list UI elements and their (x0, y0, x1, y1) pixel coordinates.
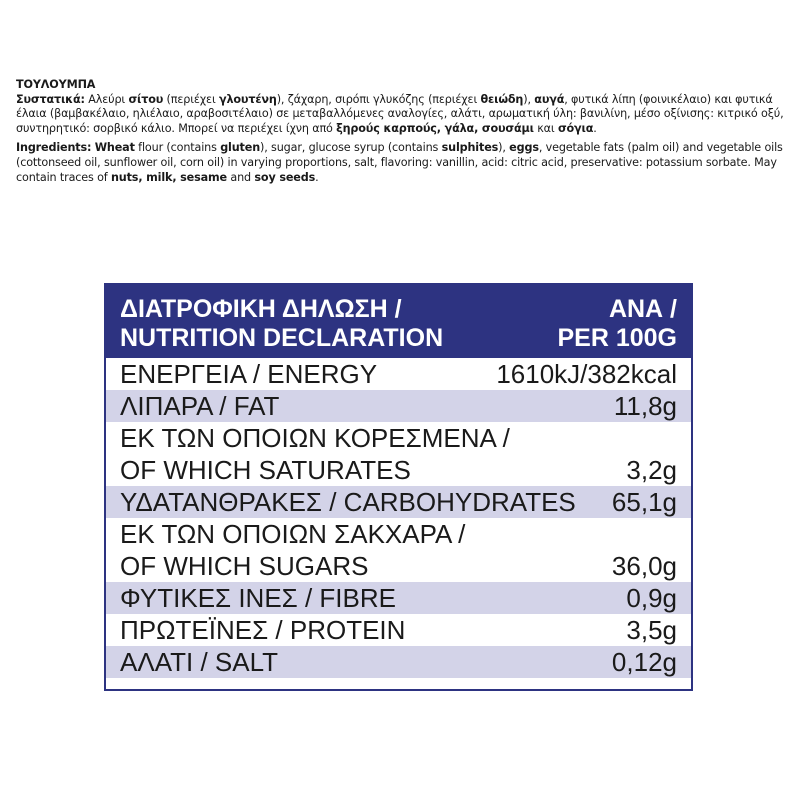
english-ingredients (16, 141, 786, 185)
greek-ingredient-fragment: θειώδη (480, 92, 524, 106)
english-ingredient-fragment: sulphites (441, 141, 499, 155)
nutrient-value: 65,1g (611, 487, 677, 517)
header-title (120, 295, 443, 358)
nutrient-label-line: ΕΝΕΡΓΕΙΑ / ENERGY (120, 359, 378, 389)
english-ingredient-fragment: ), sugar, glucose syrup (contains (260, 141, 442, 155)
nutrient-value: 11,8g (613, 391, 677, 421)
greek-ingredient-fragment: ), (523, 92, 535, 106)
greek-ingredient-fragment: , φυτικά λίπη (φοινικέλαιο) και φυτικά έλαια (βαμβακέλαιο, ηλιέλαιο, αραβοσιτέλαιο) σε μεταβαλλόμενες αναλογίες, αλάτι, αρωματική ύλη: βανιλίνη, μέσο οξίνισης: κιτρικό οξύ, συντηρητικό: σορβικό κάλιο. Μπορεί να περιέχει ίχνη από (16, 92, 784, 135)
nutrient-label-line: OF WHICH SATURATES (120, 455, 411, 485)
greek-ingredient-fragment: σόγια (557, 121, 594, 135)
greek-ingredients-label: Συστατικά: (16, 92, 85, 106)
nutrition-row (106, 358, 691, 390)
nutrition-table (104, 283, 693, 691)
english-ingredient-fragment: Wheat (94, 141, 135, 155)
nutrition-table-header (106, 285, 691, 358)
nutrient-label-line: OF WHICH SUGARS (120, 551, 369, 581)
greek-ingredient-fragment: αυγά (534, 92, 565, 106)
english-ingredients-label: Ingredients: (16, 141, 92, 155)
header-per-line-greek: ΑΝΑ / (608, 295, 677, 323)
english-ingredient-fragment: , vegetable fats (palm oil) and vegetable oils (cottonseed oil, sunflower oil, corn oil) in varying proportions, salt, flavoring: vanillin, acid: citric acid, preservative: potassium sorbate. May contain traces of (16, 141, 783, 184)
nutrient-label (120, 518, 465, 582)
nutrition-row (106, 582, 691, 614)
nutrient-label (120, 582, 396, 614)
nutrition-row (106, 390, 691, 422)
greek-ingredient-fragment: και (533, 121, 558, 135)
english-ingredient-fragment: gluten (220, 141, 261, 155)
english-ingredient-fragment: ), (498, 141, 510, 155)
nutrient-value: 3,5g (626, 615, 677, 645)
nutrient-label-line: ΕΚ ΤΩΝ ΟΠΟΙΩΝ ΚΟΡΕΣΜΕΝΑ / (120, 423, 510, 453)
greek-ingredient-fragment: Αλεύρι (84, 92, 129, 106)
nutrient-value: 36,0g (611, 551, 677, 581)
header-title-line-greek: ΔΙΑΤΡΟΦΙΚΗ ΔΗΛΩΣΗ / (120, 295, 402, 323)
ingredients-block (16, 78, 786, 185)
greek-ingredient-fragment: σίτου (128, 92, 164, 106)
english-ingredients-text (16, 141, 783, 183)
english-ingredient-fragment: . (315, 170, 319, 184)
nutrition-row (106, 486, 691, 518)
english-ingredient-fragment: eggs (509, 141, 539, 155)
greek-ingredient-fragment: (περιέχει (163, 92, 219, 106)
nutrition-row (106, 422, 691, 486)
english-ingredient-fragment: and (226, 170, 255, 184)
nutrient-label (120, 486, 576, 518)
header-title-line-english: NUTRITION DECLARATION (120, 324, 444, 352)
nutrient-label-line: ΕΚ ΤΩΝ ΟΠΟΙΩΝ ΣΑΚΧΑΡΑ / (120, 519, 466, 549)
nutrient-value: 0,12g (611, 647, 677, 677)
greek-ingredient-fragment: ), ζάχαρη, σιρόπι γλυκόζης (περιέχει (276, 92, 481, 106)
nutrient-label-line: ΥΔΑΤΑΝΘΡΑΚΕΣ / CARBOHYDRATES (120, 487, 576, 517)
greek-ingredient-fragment: γλουτένη (218, 92, 277, 106)
nutrient-label (120, 390, 279, 422)
nutrient-label (120, 646, 278, 678)
header-per-line-english: PER 100G (557, 324, 677, 352)
greek-ingredients-text (16, 93, 784, 135)
nutrient-label (120, 614, 405, 646)
greek-ingredient-fragment: ξηρούς καρπούς, γάλα, σουσάμι (336, 121, 534, 135)
header-per-100g (557, 295, 677, 358)
nutrition-row (106, 646, 691, 678)
nutrient-value: 3,2g (626, 455, 677, 485)
nutrient-label-line: ΛΙΠΑΡΑ / FAT (120, 391, 280, 421)
nutrient-label (120, 422, 510, 486)
nutrient-label (120, 358, 377, 390)
english-ingredient-fragment: flour (contains (134, 141, 221, 155)
nutrient-label-line: ΑΛΑΤΙ / SALT (120, 647, 278, 677)
nutrient-value: 1610kJ/382kcal (496, 359, 677, 389)
nutrient-label-line: ΠΡΩΤΕΪΝΕΣ / PROTEIN (120, 615, 406, 645)
nutrition-row (106, 518, 691, 582)
english-ingredient-fragment: nuts, milk, sesame (110, 170, 227, 184)
greek-ingredient-fragment: . (593, 121, 597, 135)
nutrient-label-line: ΦΥΤΙΚΕΣ ΙΝΕΣ / FIBRE (120, 583, 396, 613)
english-ingredient-fragment: soy seeds (254, 170, 316, 184)
product-title: ΤΟΥΛΟΥΜΠΑ (16, 78, 96, 91)
nutrition-rows (106, 358, 691, 678)
greek-ingredients (16, 93, 786, 137)
nutrient-value: 0,9g (626, 583, 677, 613)
nutrition-row (106, 614, 691, 646)
